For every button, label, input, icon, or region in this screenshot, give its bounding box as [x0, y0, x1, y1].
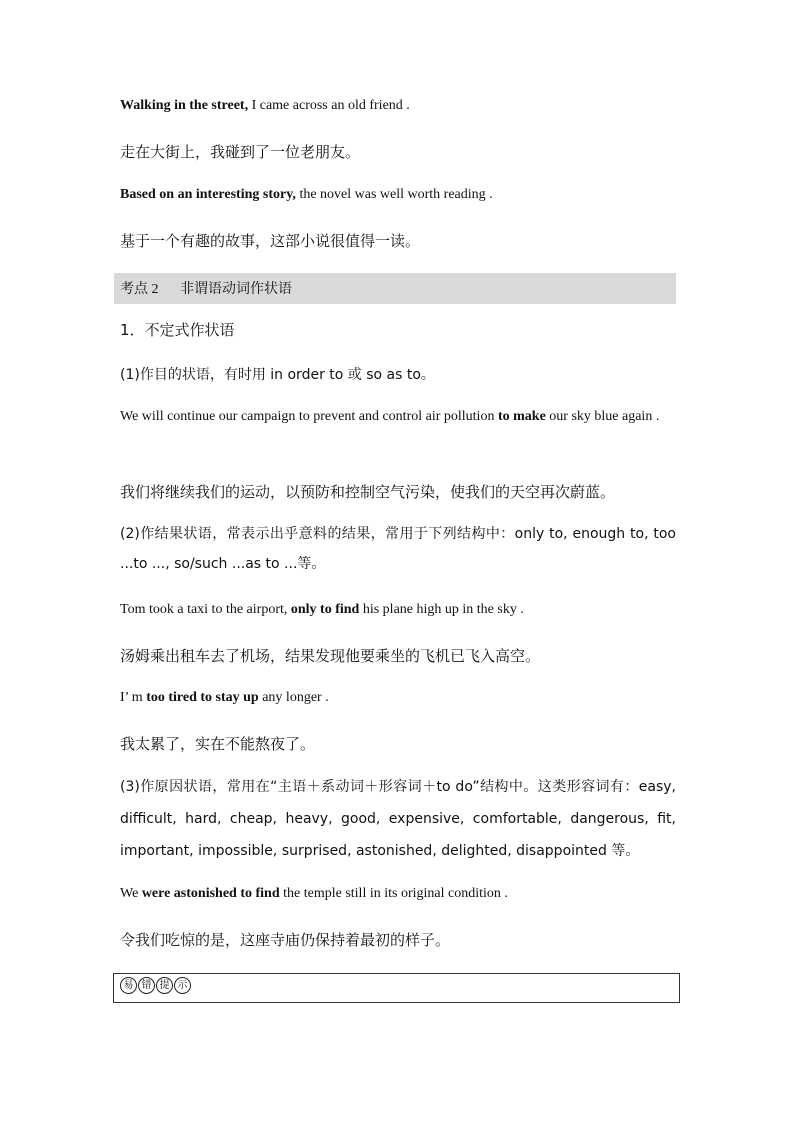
example-translation-1: 走在大街上，我碰到了一位老朋友。 [120, 143, 361, 161]
rule-result: (2)作结果状语，常表示出乎意料的结果，常用于下列结构中：only to, enough to, too ...to ..., so/such ...as to ...等。 [120, 526, 676, 572]
example-sentence-3: We will continue our campaign to prevent and control air pollution to make our sky blue again . [120, 409, 660, 424]
section-title: 非谓语动词作状语 [180, 281, 292, 297]
example-sentence-4: Tom took a taxi to the airport, only to find his plane high up in the sky . [120, 602, 524, 617]
example-sentence-2: Based on an interesting story, the novel was well worth reading . [120, 187, 493, 202]
tip-char-2: 错 [138, 977, 155, 994]
example-translation-5: 我太累了，实在不能熬夜了。 [120, 735, 316, 753]
example-translation-2: 基于一个有趣的故事，这部小说很值得一读。 [120, 232, 421, 250]
tip-char-4: 示 [174, 977, 191, 994]
tip-char-3: 提 [156, 977, 173, 994]
error-tip-box [113, 973, 680, 1003]
section-label: 考点 2 [120, 282, 159, 297]
rule-purpose: (1)作目的状语，有时用 in order to 或 so as to。 [120, 367, 435, 383]
example-sentence-5: I’ m too tired to stay up any longer . [120, 690, 329, 705]
rule-cause: (3)作原因状语，常用在“主语＋系动词＋形容词＋to do”结构中。这类形容词有：easy, difficult, hard, cheap, heavy, good, expensive, comfortable, dangerous, fit, important, impossible, surprised, astonished, delighted, disappointed 等。 [120, 779, 676, 859]
section-heading [114, 273, 676, 304]
example-sentence-1: Walking in the street, I came across an old friend . [120, 98, 410, 113]
example-translation-4: 汤姆乘出租车去了机场，结果发现他要乘坐的飞机已飞入高空。 [120, 647, 541, 665]
example-translation-3: 我们将继续我们的运动，以预防和控制空气污染，使我们的天空再次蔚蓝。 [120, 483, 616, 501]
error-tip-label [120, 977, 191, 994]
example-translation-6: 令我们吃惊的是，这座寺庙仍保持着最初的样子。 [120, 931, 451, 949]
subheading-infinitive: 1．不定式作状语 [120, 321, 235, 339]
example-sentence-6: We were astonished to find the temple still in its original condition . [120, 886, 508, 901]
tip-char-1: 易 [120, 977, 137, 994]
